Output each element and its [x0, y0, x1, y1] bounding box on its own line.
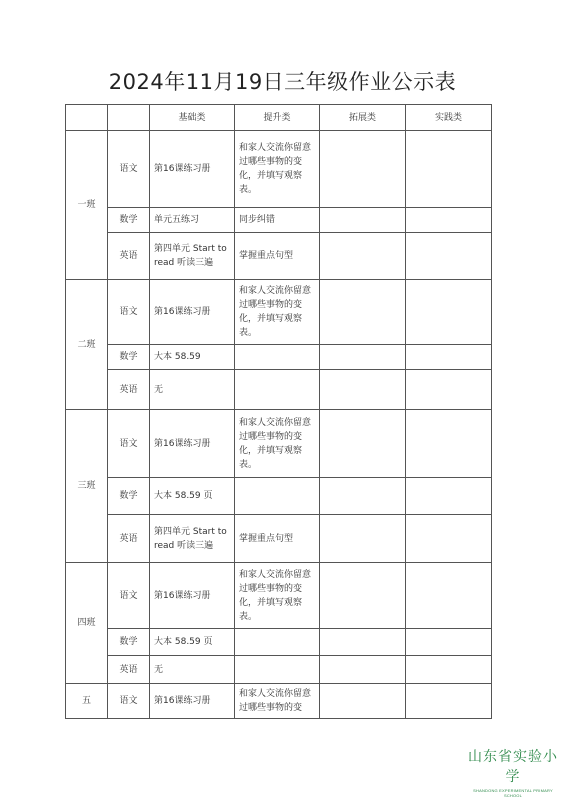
improve-cell — [235, 478, 320, 515]
improve-cell — [235, 656, 320, 684]
improve-cell: 和家人交流你留意过哪些事物的变化，并填写观察表。 — [235, 131, 320, 208]
subject-cell: 英语 — [108, 233, 150, 280]
improve-cell: 同步纠错 — [235, 208, 320, 233]
class-label-3 — [66, 410, 108, 563]
subject-cell: 数学 — [108, 208, 150, 233]
improve-cell: 和家人交流你留意过哪些事物的变化，并填写观察表。 — [235, 280, 320, 345]
extend-cell — [320, 208, 406, 233]
table-row — [66, 410, 492, 478]
class-name: 二班 — [77, 339, 96, 350]
improve-cell: 和家人交流你留意过哪些事物的变化，并填写观察表。 — [235, 563, 320, 629]
school-logo-name: 山东省实验小学 — [468, 749, 558, 785]
practice-cell — [406, 656, 492, 684]
subject-cell: 语文 — [108, 131, 150, 208]
basic-cell: 第16课练习册 — [150, 410, 235, 478]
table-row — [66, 478, 492, 515]
extend-cell — [320, 515, 406, 563]
extend-cell — [320, 345, 406, 370]
subject-cell: 语文 — [108, 563, 150, 629]
improve-cell: 掌握重点句型 — [235, 515, 320, 563]
school-logo — [464, 746, 562, 798]
class-label-2 — [66, 280, 108, 410]
practice-cell — [406, 208, 492, 233]
extend-cell — [320, 684, 406, 719]
header-blank-cell — [108, 105, 150, 131]
header-basic: 基础类 — [150, 105, 235, 131]
extend-cell — [320, 131, 406, 208]
basic-cell: 第16课练习册 — [150, 563, 235, 629]
subject-cell: 语文 — [108, 410, 150, 478]
practice-cell — [406, 410, 492, 478]
header-extend: 拓展类 — [320, 105, 406, 131]
extend-cell — [320, 563, 406, 629]
table-row — [66, 684, 492, 719]
extend-cell — [320, 410, 406, 478]
class-name: 三班 — [77, 481, 96, 491]
improve-cell: 和家人交流你留意过哪些事物的变 — [235, 684, 320, 719]
practice-cell — [406, 478, 492, 515]
subject-cell: 语文 — [108, 280, 150, 345]
table-row — [66, 629, 492, 656]
table-row — [66, 515, 492, 563]
class-label-1 — [66, 131, 108, 280]
improve-cell: 和家人交流你留意过哪些事物的变化，并填写观察表。 — [235, 410, 320, 478]
header-row — [66, 105, 492, 131]
subject-cell: 英语 — [108, 370, 150, 410]
practice-cell — [406, 515, 492, 563]
table-row — [66, 280, 492, 345]
class-label-4 — [66, 563, 108, 684]
extend-cell — [320, 478, 406, 515]
class-name: 四班 — [77, 618, 96, 628]
basic-cell: 单元五练习 — [150, 208, 235, 233]
practice-cell — [406, 131, 492, 208]
basic-cell: 大本 58.59 — [150, 345, 235, 370]
basic-cell: 大本 58.59 页 — [150, 629, 235, 656]
table-row — [66, 656, 492, 684]
extend-cell — [320, 629, 406, 656]
subject-cell: 数学 — [108, 629, 150, 656]
table-row — [66, 370, 492, 410]
subject-cell: 语文 — [108, 684, 150, 719]
basic-cell: 无 — [150, 370, 235, 410]
practice-cell — [406, 233, 492, 280]
page-title: 2024年11月19日三年级作业公示表 — [108, 70, 457, 94]
practice-cell — [406, 563, 492, 629]
practice-cell — [406, 280, 492, 345]
class-label-5 — [66, 684, 108, 719]
subject-cell: 英语 — [108, 656, 150, 684]
table-row — [66, 563, 492, 629]
subject-cell: 数学 — [108, 478, 150, 515]
basic-cell: 无 — [150, 656, 235, 684]
improve-cell — [235, 370, 320, 410]
basic-cell: 第16课练习册 — [150, 280, 235, 345]
improve-cell — [235, 629, 320, 656]
extend-cell — [320, 280, 406, 345]
class-name: 一班 — [77, 200, 96, 210]
extend-cell — [320, 656, 406, 684]
improve-cell: 掌握重点句型 — [235, 233, 320, 280]
subject-cell: 数学 — [108, 345, 150, 370]
extend-cell — [320, 233, 406, 280]
homework-table — [65, 104, 492, 719]
school-logo-subtitle: SHANDONG EXPERIMENTAL PRIMARY SCHOOL — [473, 788, 553, 798]
header-practice: 实践类 — [406, 105, 492, 131]
basic-cell: 第四单元 Start to read 听读三遍 — [150, 515, 235, 563]
practice-cell — [406, 345, 492, 370]
basic-cell: 大本 58.59 页 — [150, 478, 235, 515]
header-improve: 提升类 — [235, 105, 320, 131]
header-blank-cell — [66, 105, 108, 131]
subject-cell: 英语 — [108, 515, 150, 563]
table-row — [66, 233, 492, 280]
improve-cell — [235, 345, 320, 370]
table-row — [66, 345, 492, 370]
practice-cell — [406, 370, 492, 410]
practice-cell — [406, 684, 492, 719]
basic-cell: 第16课练习册 — [150, 131, 235, 208]
extend-cell — [320, 370, 406, 410]
basic-cell: 第16课练习册 — [150, 684, 235, 719]
class-name: 五 — [81, 696, 91, 706]
table-row — [66, 131, 492, 208]
practice-cell — [406, 629, 492, 656]
basic-cell: 第四单元 Start to read 听读三遍 — [150, 233, 235, 280]
table-row — [66, 208, 492, 233]
